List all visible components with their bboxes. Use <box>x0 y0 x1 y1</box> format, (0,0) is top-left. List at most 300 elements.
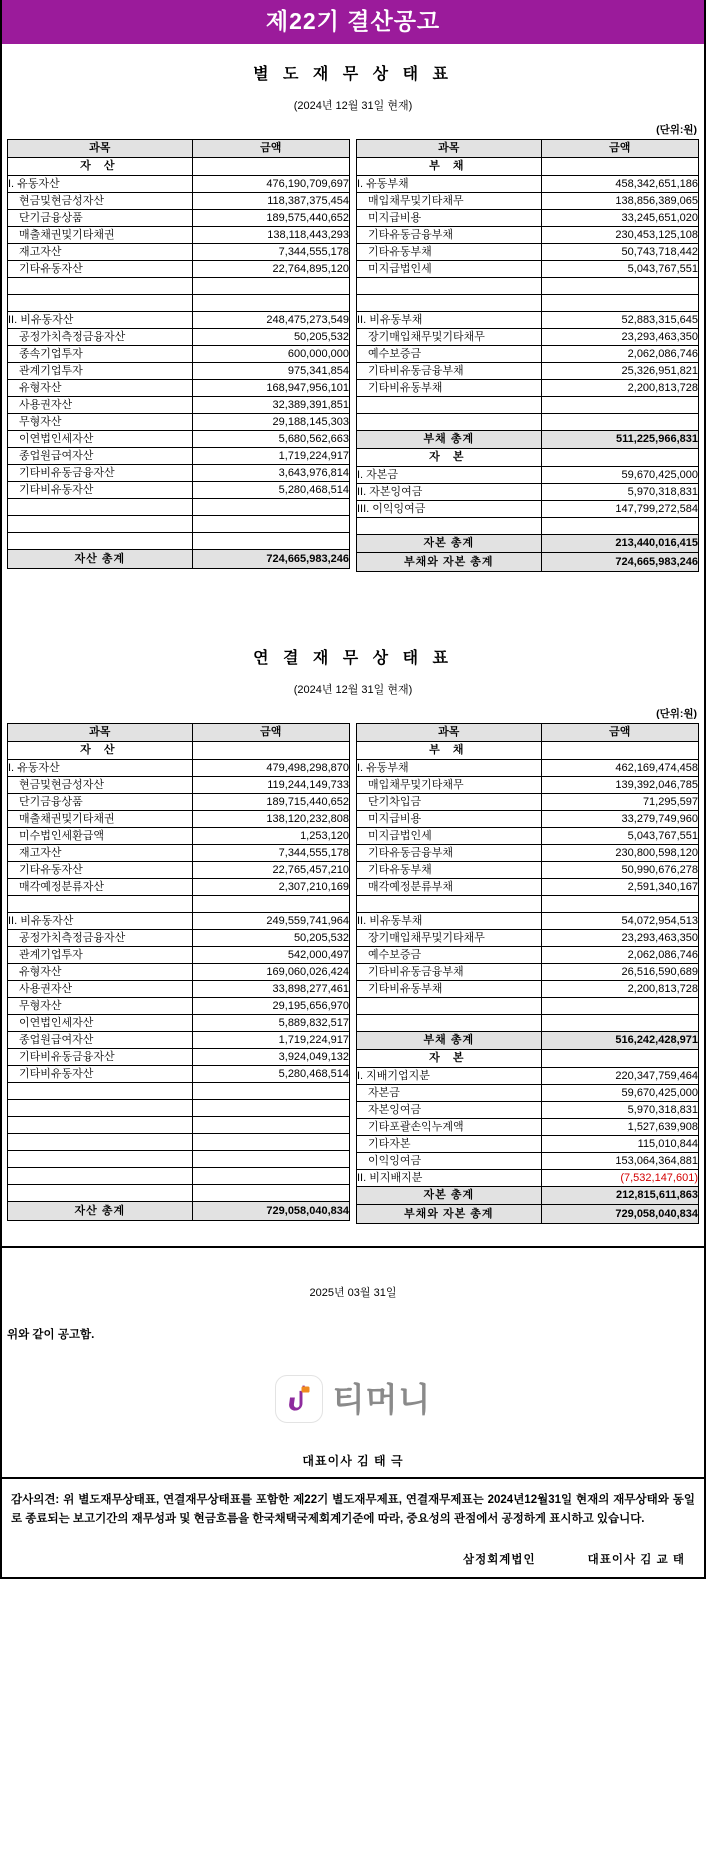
blank-row <box>8 896 350 913</box>
line-item-row <box>8 913 350 930</box>
row-amount: 3,924,049,132 <box>192 1049 349 1066</box>
line-item-row <box>357 380 699 397</box>
consolidated-balance-sheet <box>2 723 704 1224</box>
row-label <box>8 499 193 516</box>
line-item-row <box>357 484 699 501</box>
row-amount: 26,516,590,689 <box>541 964 698 981</box>
consolidated-unit-note: (단위:원) <box>656 708 697 721</box>
row-amount: 29,188,145,303 <box>192 414 349 431</box>
row-amount: 230,453,125,108 <box>541 227 698 244</box>
row-label: 부채 총계 <box>357 431 542 449</box>
line-item-row <box>8 227 350 244</box>
row-amount: 5,280,468,514 <box>192 482 349 499</box>
line-item-row <box>8 760 350 777</box>
row-amount: 32,389,391,851 <box>192 397 349 414</box>
row-amount: 138,118,443,293 <box>192 227 349 244</box>
row-amount <box>541 414 698 431</box>
row-label <box>8 1168 193 1185</box>
line-item-row <box>8 930 350 947</box>
row-amount <box>192 896 349 913</box>
row-label: 관계기업투자 <box>8 947 193 964</box>
row-label: 기타비유동금융부채 <box>357 964 542 981</box>
section-header-label: 자 본 <box>357 1050 542 1068</box>
audit-signature-row <box>11 1551 695 1567</box>
row-label: 자본잉여금 <box>357 1102 542 1119</box>
line-item-row <box>357 501 699 518</box>
row-label: 기타비유동자산 <box>8 482 193 499</box>
row-amount: 33,898,277,461 <box>192 981 349 998</box>
audit-signer-name: 대표이사 김 교 태 <box>587 1553 685 1566</box>
line-item-row <box>357 964 699 981</box>
row-label: 단기금융상품 <box>8 794 193 811</box>
table-header-row <box>8 140 350 158</box>
line-item-row <box>357 1068 699 1085</box>
row-amount: 5,280,468,514 <box>192 1066 349 1083</box>
row-label: 미지급법인세 <box>357 828 542 845</box>
announcement-date: 2025년 03월 31일 <box>309 1287 397 1300</box>
section-header-label: 자 산 <box>8 158 193 176</box>
row-label: 단기금융상품 <box>8 210 193 227</box>
page-title-banner: 제22기 결산공고 <box>2 0 704 44</box>
line-item-row <box>8 964 350 981</box>
blank-row <box>8 1083 350 1100</box>
row-amount: 115,010,844 <box>541 1136 698 1153</box>
row-amount: 50,743,718,442 <box>541 244 698 261</box>
consolidated-assets-total-row <box>8 1202 350 1221</box>
row-label: 기타비유동부채 <box>357 981 542 998</box>
row-amount: 118,387,375,454 <box>192 193 349 210</box>
line-item-row <box>357 261 699 278</box>
row-label: 자본금 <box>357 1085 542 1102</box>
line-item-row <box>8 176 350 193</box>
row-label: 기타비유동금융자산 <box>8 465 193 482</box>
row-label: III. 이익잉여금 <box>357 501 542 518</box>
row-amount: 462,169,474,458 <box>541 760 698 777</box>
line-item-row <box>8 947 350 964</box>
row-label <box>357 414 542 431</box>
line-item-row <box>8 862 350 879</box>
row-amount: 220,347,759,464 <box>541 1068 698 1085</box>
row-label <box>8 295 193 312</box>
consolidated-liabilities-table <box>356 723 699 1224</box>
row-label <box>8 533 193 550</box>
row-amount: 189,715,440,652 <box>192 794 349 811</box>
row-label: 미지급법인세 <box>357 261 542 278</box>
row-amount: 29,195,656,970 <box>192 998 349 1015</box>
row-amount: 22,765,457,210 <box>192 862 349 879</box>
row-amount <box>192 1117 349 1134</box>
line-item-row <box>357 193 699 210</box>
row-label: 무형자산 <box>8 414 193 431</box>
row-amount: 5,970,318,831 <box>541 484 698 501</box>
tmoney-logo-icon <box>275 1375 323 1423</box>
company-logo <box>2 1375 704 1423</box>
row-amount <box>192 742 349 760</box>
separate-assets-total-amount: 724,665,983,246 <box>192 550 349 569</box>
blank-row <box>8 295 350 312</box>
separate-liab-equity-total-amount: 724,665,983,246 <box>541 553 698 572</box>
row-label: 매각예정분류자산 <box>8 879 193 896</box>
row-label: 공정가치측정금융자산 <box>8 329 193 346</box>
line-item-row <box>8 777 350 794</box>
section-header-row <box>357 158 699 176</box>
row-amount: 33,245,651,020 <box>541 210 698 227</box>
row-label <box>357 295 542 312</box>
line-item-row <box>8 998 350 1015</box>
separate-assets-table <box>7 139 350 569</box>
row-amount: 5,043,767,551 <box>541 828 698 845</box>
column-header-amount: 금액 <box>192 140 349 158</box>
line-item-row <box>357 777 699 794</box>
column-header-amount: 금액 <box>541 140 698 158</box>
line-item-row <box>357 811 699 828</box>
line-item-row <box>8 981 350 998</box>
row-amount: 5,043,767,551 <box>541 261 698 278</box>
table-header-row <box>8 724 350 742</box>
row-label: 예수보증금 <box>357 346 542 363</box>
blank-row <box>357 397 699 414</box>
row-label <box>8 896 193 913</box>
row-label: 기타자본 <box>357 1136 542 1153</box>
row-amount: 23,293,463,350 <box>541 329 698 346</box>
row-amount: 138,120,232,808 <box>192 811 349 828</box>
row-label: II. 비유동부채 <box>357 913 542 930</box>
section-header-label: 자 본 <box>357 449 542 467</box>
blank-row <box>8 1151 350 1168</box>
separate-assets-total-label: 자산 총계 <box>8 550 193 569</box>
row-label <box>8 1134 193 1151</box>
row-amount: 600,000,000 <box>192 346 349 363</box>
row-amount: 50,990,676,278 <box>541 862 698 879</box>
line-item-row <box>357 913 699 930</box>
table-header-row <box>357 140 699 158</box>
separate-statement-section <box>2 61 704 572</box>
line-item-row <box>357 1136 699 1153</box>
consolidated-liab-equity-total-label: 부채와 자본 총계 <box>357 1205 542 1224</box>
separate-statement-title: 별 도 재 무 상 태 표 <box>253 66 453 84</box>
row-label <box>8 1083 193 1100</box>
line-item-row <box>357 828 699 845</box>
section-header-label: 부 채 <box>357 158 542 176</box>
row-label: 기타비유동부채 <box>357 380 542 397</box>
row-label: 기타포괄손익누계액 <box>357 1119 542 1136</box>
row-amount <box>192 516 349 533</box>
line-item-row <box>357 845 699 862</box>
row-amount: 248,475,273,549 <box>192 312 349 329</box>
separate-statement-date: (2024년 12월 31일 현재) <box>293 100 413 113</box>
audit-firm-name: 삼정회계법인 <box>462 1553 536 1566</box>
row-label: I. 지배기업지분 <box>357 1068 542 1085</box>
row-label: II. 비지배지분 <box>357 1170 542 1187</box>
consolidated-liab-equity-total-row <box>357 1205 699 1224</box>
column-header-amount: 금액 <box>192 724 349 742</box>
liabilities-subtotal-row <box>357 1032 699 1050</box>
blank-row <box>8 278 350 295</box>
row-amount: 5,970,318,831 <box>541 1102 698 1119</box>
blank-row <box>357 295 699 312</box>
row-amount: 52,883,315,645 <box>541 312 698 329</box>
section-header-row <box>8 742 350 760</box>
line-item-row <box>357 312 699 329</box>
row-amount: 169,060,026,424 <box>192 964 349 981</box>
row-amount: 213,440,016,415 <box>541 535 698 553</box>
row-amount <box>192 1151 349 1168</box>
row-label: 사용권자산 <box>8 397 193 414</box>
line-item-row <box>8 794 350 811</box>
row-label: II. 비유동자산 <box>8 913 193 930</box>
blank-row <box>357 278 699 295</box>
row-amount <box>192 1185 349 1202</box>
row-amount: 138,856,389,065 <box>541 193 698 210</box>
row-amount: (7,532,147,601) <box>541 1170 698 1187</box>
row-label <box>357 518 542 535</box>
row-amount: 59,670,425,000 <box>541 467 698 484</box>
line-item-row <box>8 482 350 499</box>
row-label: 기타비유동금융자산 <box>8 1049 193 1066</box>
row-amount: 7,344,555,178 <box>192 244 349 261</box>
row-amount <box>192 295 349 312</box>
liabilities-subtotal-row <box>357 431 699 449</box>
line-item-row <box>357 1153 699 1170</box>
row-label: 매출채권및기타채권 <box>8 227 193 244</box>
column-header-name: 과목 <box>8 724 193 742</box>
line-item-row <box>8 380 350 397</box>
row-amount: 59,670,425,000 <box>541 1085 698 1102</box>
row-label: 장기매입채무및기타채무 <box>357 930 542 947</box>
row-amount <box>541 295 698 312</box>
row-label <box>357 278 542 295</box>
row-amount <box>541 397 698 414</box>
consolidated-assets-side <box>7 723 350 1224</box>
row-amount: 1,719,224,917 <box>192 1032 349 1049</box>
row-amount: 168,947,956,101 <box>192 380 349 397</box>
section-header-row <box>357 742 699 760</box>
line-item-row <box>8 193 350 210</box>
row-amount: 153,064,364,881 <box>541 1153 698 1170</box>
row-amount <box>192 533 349 550</box>
blank-row <box>357 896 699 913</box>
row-amount: 25,326,951,821 <box>541 363 698 380</box>
row-label: 이익잉여금 <box>357 1153 542 1170</box>
row-label: 매입채무및기타채무 <box>357 777 542 794</box>
row-label: 이연법인세자산 <box>8 1015 193 1032</box>
line-item-row <box>357 879 699 896</box>
row-amount <box>541 742 698 760</box>
row-label: 무형자산 <box>8 998 193 1015</box>
row-label: 매각예정분류부채 <box>357 879 542 896</box>
row-amount: 975,341,854 <box>192 363 349 380</box>
row-label: 기타유동부채 <box>357 862 542 879</box>
row-amount: 139,392,046,785 <box>541 777 698 794</box>
row-amount: 54,072,954,513 <box>541 913 698 930</box>
row-label: 장기매입채무및기타채무 <box>357 329 542 346</box>
blank-row <box>8 1185 350 1202</box>
row-amount: 71,295,597 <box>541 794 698 811</box>
declaration-text: 위와 같이 공고함. <box>7 1329 95 1342</box>
row-amount: 2,062,086,746 <box>541 346 698 363</box>
row-label: I. 유동부채 <box>357 176 542 193</box>
consolidated-assets-total-amount: 729,058,040,834 <box>192 1202 349 1221</box>
row-amount: 516,242,428,971 <box>541 1032 698 1050</box>
row-label: 매출채권및기타채권 <box>8 811 193 828</box>
line-item-row <box>357 862 699 879</box>
line-item-row <box>8 431 350 448</box>
row-label: 예수보증금 <box>357 947 542 964</box>
row-amount: 1,253,120 <box>192 828 349 845</box>
line-item-row <box>8 210 350 227</box>
line-item-row <box>8 879 350 896</box>
consolidated-liab-equity-total-amount: 729,058,040,834 <box>541 1205 698 1224</box>
line-item-row <box>8 828 350 845</box>
row-amount: 3,643,976,814 <box>192 465 349 482</box>
consolidated-liabilities-equity-side <box>356 723 699 1224</box>
blank-row <box>8 1100 350 1117</box>
line-item-row <box>8 363 350 380</box>
row-label: 관계기업투자 <box>8 363 193 380</box>
row-amount <box>541 449 698 467</box>
line-item-row <box>357 1119 699 1136</box>
row-amount <box>541 1015 698 1032</box>
row-label <box>8 1185 193 1202</box>
line-item-row <box>8 397 350 414</box>
row-amount <box>192 1134 349 1151</box>
row-amount <box>192 278 349 295</box>
row-label: 이연법인세자산 <box>8 431 193 448</box>
audit-opinion-block <box>2 1477 704 1576</box>
table-header-row <box>357 724 699 742</box>
separate-unit-note: (단위:원) <box>656 124 697 137</box>
line-item-row <box>8 465 350 482</box>
blank-row <box>357 1015 699 1032</box>
line-item-row <box>357 329 699 346</box>
line-item-row <box>8 346 350 363</box>
column-header-name: 과목 <box>357 140 542 158</box>
row-amount <box>541 1050 698 1068</box>
row-amount <box>541 518 698 535</box>
row-label: 사용권자산 <box>8 981 193 998</box>
row-label: I. 자본금 <box>357 467 542 484</box>
row-amount: 119,244,149,733 <box>192 777 349 794</box>
row-label: 기타유동금융부채 <box>357 845 542 862</box>
row-amount <box>192 158 349 176</box>
row-label: 현금및현금성자산 <box>8 777 193 794</box>
equity-subtotal-row <box>357 535 699 553</box>
blank-row <box>8 1134 350 1151</box>
line-item-row <box>8 811 350 828</box>
line-item-row <box>357 1085 699 1102</box>
row-label: II. 비유동자산 <box>8 312 193 329</box>
row-amount: 189,575,440,652 <box>192 210 349 227</box>
row-label: 기타유동금융부채 <box>357 227 542 244</box>
row-label <box>8 516 193 533</box>
row-label <box>357 397 542 414</box>
row-amount: 23,293,463,350 <box>541 930 698 947</box>
row-amount: 7,344,555,178 <box>192 845 349 862</box>
row-amount: 33,279,749,960 <box>541 811 698 828</box>
row-amount: 1,527,639,908 <box>541 1119 698 1136</box>
row-label: 단기차입금 <box>357 794 542 811</box>
row-label: 미수법인세환급액 <box>8 828 193 845</box>
blank-row <box>8 499 350 516</box>
line-item-row <box>8 312 350 329</box>
line-item-row <box>8 1015 350 1032</box>
blank-row <box>357 998 699 1015</box>
line-item-row <box>8 261 350 278</box>
consolidated-statement-section <box>2 645 704 1224</box>
row-label: 기타유동부채 <box>357 244 542 261</box>
separate-liabilities-table <box>356 139 699 572</box>
line-item-row <box>357 363 699 380</box>
row-label <box>8 1117 193 1134</box>
consolidated-assets-total-label: 자산 총계 <box>8 1202 193 1221</box>
blank-row <box>8 1117 350 1134</box>
separate-liab-equity-total-label: 부채와 자본 총계 <box>357 553 542 572</box>
line-item-row <box>357 794 699 811</box>
line-item-row <box>357 1170 699 1187</box>
row-amount <box>192 1100 349 1117</box>
row-label <box>357 896 542 913</box>
row-label: I. 유동부채 <box>357 760 542 777</box>
row-label <box>8 1151 193 1168</box>
line-item-row <box>357 244 699 261</box>
row-amount: 458,342,651,186 <box>541 176 698 193</box>
line-item-row <box>357 947 699 964</box>
row-label <box>357 998 542 1015</box>
line-item-row <box>357 210 699 227</box>
column-header-name: 과목 <box>357 724 542 742</box>
blank-row <box>8 1168 350 1185</box>
line-item-row <box>8 1066 350 1083</box>
row-label: 종업원급여자산 <box>8 1032 193 1049</box>
section-header-label: 자 산 <box>8 742 193 760</box>
line-item-row <box>357 1102 699 1119</box>
row-label: 기타비유동금융부채 <box>357 363 542 380</box>
line-item-row <box>8 845 350 862</box>
row-label <box>8 278 193 295</box>
row-label: 종속기업투자 <box>8 346 193 363</box>
row-amount: 479,498,298,870 <box>192 760 349 777</box>
row-amount: 511,225,966,831 <box>541 431 698 449</box>
line-item-row <box>357 760 699 777</box>
equity-subtotal-row <box>357 1187 699 1205</box>
row-label: 유형자산 <box>8 380 193 397</box>
row-amount <box>192 499 349 516</box>
row-label: 현금및현금성자산 <box>8 193 193 210</box>
audit-opinion-text: 감사의견: 위 별도재무상태표, 연결재무상태표를 포함한 제22기 별도재무제표, 연결재무제표는 2024년12월31일 현재의 재무상태와 동일로 종료되는 보고기간의 재무성과 및 현금흐름을 한국채택국제회계기준에 따라, 중요성의 관점에서 공정하게 표시하고 있습니다. <box>11 1494 695 1525</box>
line-item-row <box>357 346 699 363</box>
section-header-label: 부 채 <box>357 742 542 760</box>
line-item-row <box>357 467 699 484</box>
row-label: 기타비유동자산 <box>8 1066 193 1083</box>
row-label: 자본 총계 <box>357 535 542 553</box>
line-item-row <box>8 244 350 261</box>
row-label: 기타유동자산 <box>8 261 193 278</box>
row-amount: 5,680,562,663 <box>192 431 349 448</box>
row-amount <box>541 278 698 295</box>
separate-assets-side <box>7 139 350 572</box>
row-amount <box>541 998 698 1015</box>
row-amount: 212,815,611,863 <box>541 1187 698 1205</box>
row-label: 매입채무및기타채무 <box>357 193 542 210</box>
column-header-name: 과목 <box>8 140 193 158</box>
row-label: II. 비유동부채 <box>357 312 542 329</box>
row-label: 부채 총계 <box>357 1032 542 1050</box>
row-label: 자본 총계 <box>357 1187 542 1205</box>
row-amount: 2,200,813,728 <box>541 380 698 397</box>
separate-balance-sheet <box>2 139 704 572</box>
footer-spacer <box>2 1224 704 1246</box>
row-amount <box>541 158 698 176</box>
